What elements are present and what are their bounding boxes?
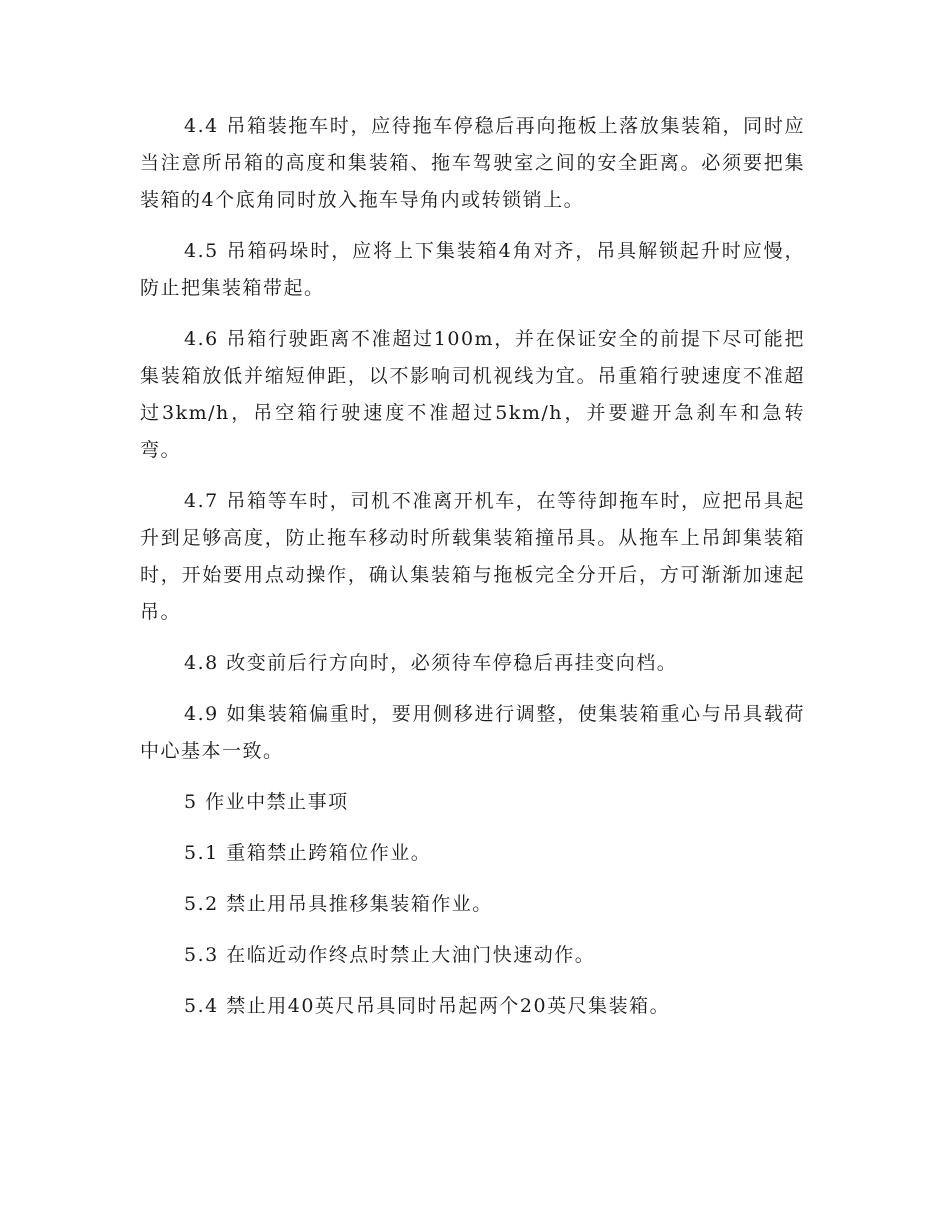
paragraph-5-4: 5.4 禁止用40英尺吊具同时吊起两个20英尺集装箱。	[184, 995, 671, 1017]
paragraph-4-7: 4.7 吊箱等车时，司机不准离开机车，在等待卸拖车时，应把吊具起升到足够高度，防止拖车移动时所载集装箱撞吊具。从拖车上吊卸集装箱时，开始要用点动操作，确认集装箱与拖板完全分开后，方可渐渐加速起吊。	[140, 490, 805, 623]
paragraph-4-5: 4.5 吊箱码垛时，应将上下集装箱4角对齐，吊具解锁起升时应慢，防止把集装箱带起。	[140, 240, 805, 299]
paragraph-5-2: 5.2 禁止用吊具推移集装箱作业。	[184, 893, 493, 915]
document-body	[140, 108, 805, 1039]
paragraph-4-9: 4.9 如集装箱偏重时，要用侧移进行调整，使集装箱重心与吊具载荷中心基本一致。	[140, 703, 805, 762]
paragraph-5-1: 5.1 重箱禁止跨箱位作业。	[184, 842, 432, 864]
paragraph-4-8: 4.8 改变前后行方向时，必须待车停稳后再挂变向档。	[184, 652, 678, 674]
paragraph-4-6: 4.6 吊箱行驶距离不准超过100m，并在保证安全的前提下尽可能把集装箱放低并缩短伸距，以不影响司机视线为宜。吊重箱行驶速度不准超过3km/h，吊空箱行驶速度不准超过5km/h，并要避开急刹车和急转弯。	[140, 328, 805, 461]
paragraph-5-3: 5.3 在临近动作终点时禁止大油门快速动作。	[184, 944, 596, 966]
paragraph-4-4: 4.4 吊箱装拖车时，应待拖车停稳后再向拖板上落放集装箱，同时应当注意所吊箱的高度和集装箱、拖车驾驶室之间的安全距离。必须要把集装箱的4个底角同时放入拖车导角内或转锁销上。	[140, 115, 805, 211]
section-heading-5: 5 作业中禁止事项	[184, 791, 349, 813]
